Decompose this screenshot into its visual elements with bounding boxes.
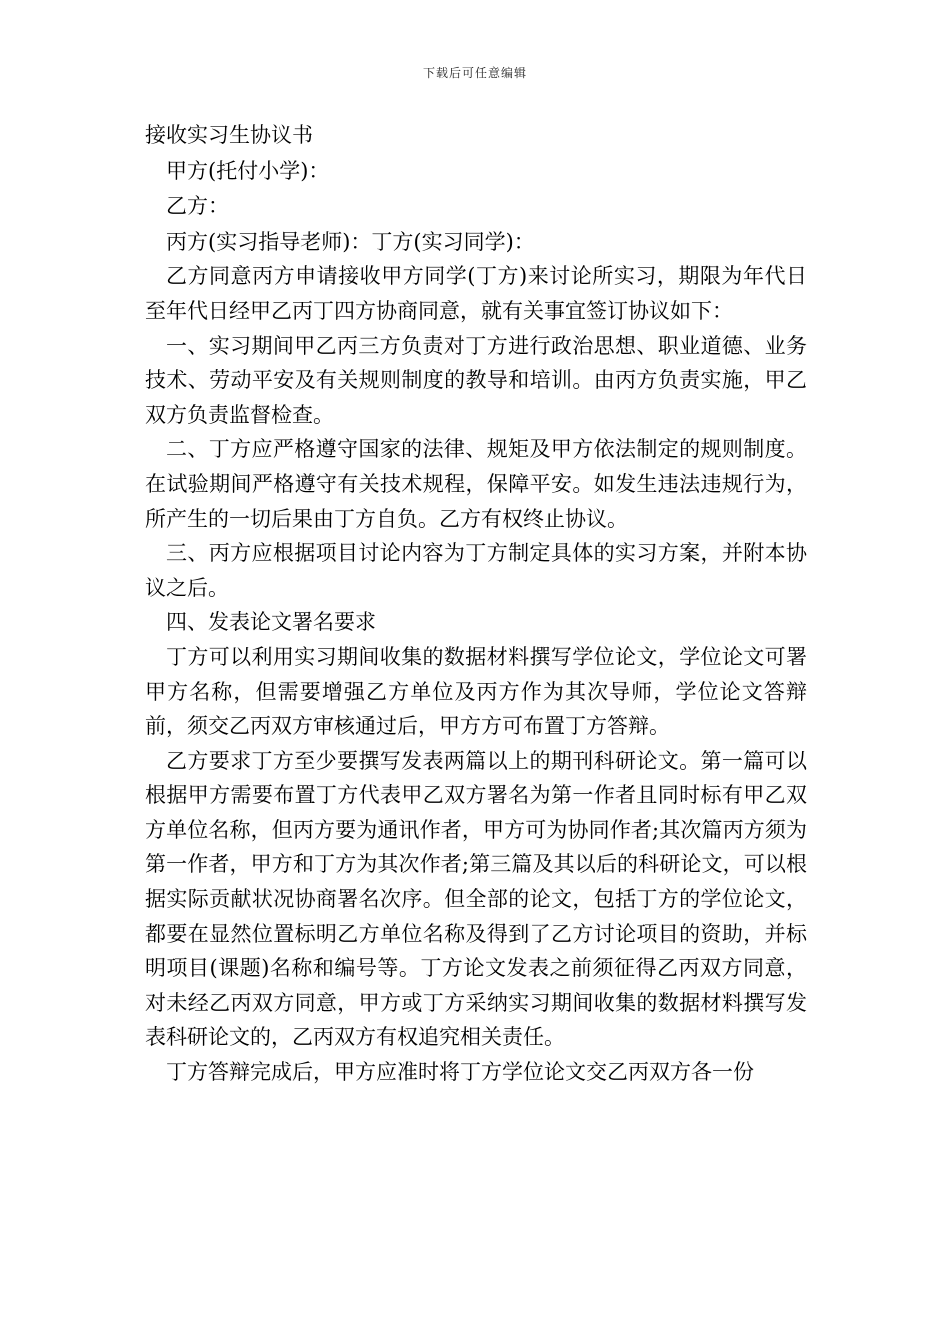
clause-4-heading: 四、发表论文署名要求 [166,610,376,635]
intro-paragraph: 乙方同意丙方申请接收甲方同学(丁方)来讨论所实习，期限为年代日至年代日经甲乙丙丁四方协商同意，就有关事宜签订协议如下： [145,264,807,323]
clause-2: 二、丁方应严格遵守国家的法律、规矩及甲方依法制定的规则制度。在试验期间严格遵守有关技术规程，保障平安。如发生违法违规行为，所产生的一切后果由丁方自负。乙方有权终止协议。 [145,437,807,531]
clause-4-thesis-paragraph: 丁方可以利用实习期间收集的数据材料撰写学位论文，学位论文可署甲方名称，但需要增强乙方单位及丙方作为其次导师，学位论文答辩前，须交乙丙双方审核通过后，甲方方可布置丁方答辩。 [145,644,807,739]
clause-3: 三、丙方应根据项目讨论内容为丁方制定具体的实习方案，并附本协议之后。 [145,541,807,600]
clause-4-papers-paragraph: 乙方要求丁方至少要撰写发表两篇以上的期刊科研论文。第一篇可以根据甲方需要布置丁方代表甲乙双方署名为第一作者且同时标有甲乙双方单位名称，但丙方要为通讯作者，甲方可为协同作者;其次篇丙方须为第一作者，甲方和丁方为其次作者;第三篇及其以后的科研论文，可以根据实际贡献状况协商署名次序。但全部的论文，包括丁方的学位论文，都要在显然位置标明乙方单位名称及得到了乙方讨论项目的资助，并标明项目(课题)名称和编号等。丁方论文发表之前须征得乙丙双方同意，对未经乙丙双方同意，甲方或丁方采纳实习期间收集的数据材料撰写发表科研论文的，乙丙双方有权追究相关责任。 [145,748,807,1050]
clause-1: 一、实习期间甲乙丙三方负责对丁方进行政治思想、职业道德、业务技术、劳动平安及有关规则制度的教导和培训。由丙方负责实施，甲乙双方负责监督检查。 [145,333,807,427]
clause-4-defense-paragraph: 丁方答辩完成后，甲方应准时将丁方学位论文交乙丙双方各一份 [166,1060,754,1085]
document-title: 接收实习生协议书 [145,123,313,147]
page-header-note: 下载后可任意编辑 [422,66,527,80]
party-b-line: 乙方： [166,194,229,219]
party-a-line: 甲方(托付小学)： [166,158,330,183]
document-body [145,118,807,1090]
party-c-d-line: 丙方(实习指导老师)：丁方(实习同学)： [166,229,535,254]
